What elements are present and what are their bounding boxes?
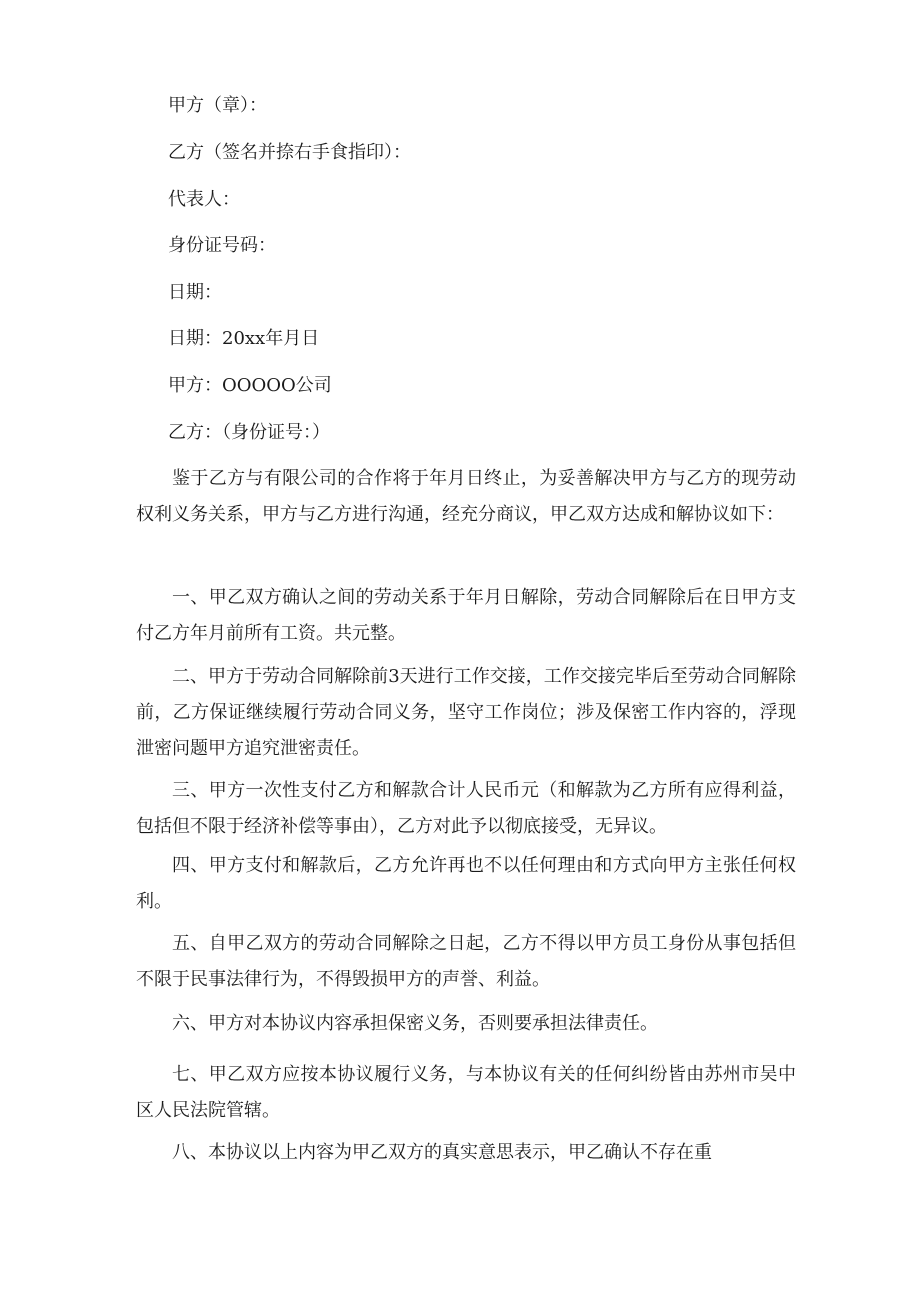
clause-3-paragraph: 三、甲方一次性支付乙方和解款合计人民币元（和解款为乙方所有应得利益，包括但不限于经济补偿等事由），乙方对此予以彻底接受，无异议。 — [136, 780, 796, 837]
id-number-line: 身份证号码： — [168, 235, 276, 256]
party-b-signature-line: 乙方（签名并捺右手食指印）： — [168, 142, 411, 163]
date-line: 日期： — [168, 282, 222, 303]
party-a-company-line: 甲方：OOOOO公司 — [168, 375, 332, 396]
preamble-paragraph: 鉴于乙方与有限公司的合作将于年月日终止，为妥善解决甲方与乙方的现劳动权利义务关系，甲方与乙方进行沟通，经充分商议，甲乙双方达成和解协议如下： — [136, 468, 796, 525]
clause-4-paragraph: 四、甲方支付和解款后，乙方允许再也不以任何理由和方式向甲方主张任何权利。 — [136, 855, 796, 912]
party-b-id-line: 乙方：（身份证号：） — [168, 422, 330, 443]
party-a-seal-line: 甲方（章）： — [168, 95, 267, 116]
clause-1-paragraph: 一、甲乙双方确认之间的劳动关系于年月日解除，劳动合同解除后在日甲方支付乙方年月前所有工资。共元整。 — [136, 587, 796, 644]
date-value-line: 日期：20xx年月日 — [168, 328, 320, 349]
clause-5-paragraph: 五、自甲乙双方的劳动合同解除之日起，乙方不得以甲方员工身份从事包括但不限于民事法律行为，不得毁损甲方的声誉、利益。 — [136, 933, 796, 990]
clause-8-paragraph: 八、本协议以上内容为甲乙双方的真实意思表示，甲乙确认不存在重 — [172, 1142, 712, 1163]
clause-2-paragraph: 二、甲方于劳动合同解除前3天进行工作交接，工作交接完毕后至劳动合同解除前，乙方保证继续履行劳动合同义务，坚守工作岗位；涉及保密工作内容的，浮现泄密问题甲方追究泄密责任。 — [136, 666, 796, 759]
clause-7-paragraph: 七、甲乙双方应按本协议履行义务，与本协议有关的任何纠纷皆由苏州市吴中区人民法院管辖。 — [136, 1064, 796, 1121]
clause-6-paragraph: 六、甲方对本协议内容承担保密义务，否则要承担法律责任。 — [172, 1013, 658, 1034]
representative-line: 代表人： — [168, 189, 240, 210]
